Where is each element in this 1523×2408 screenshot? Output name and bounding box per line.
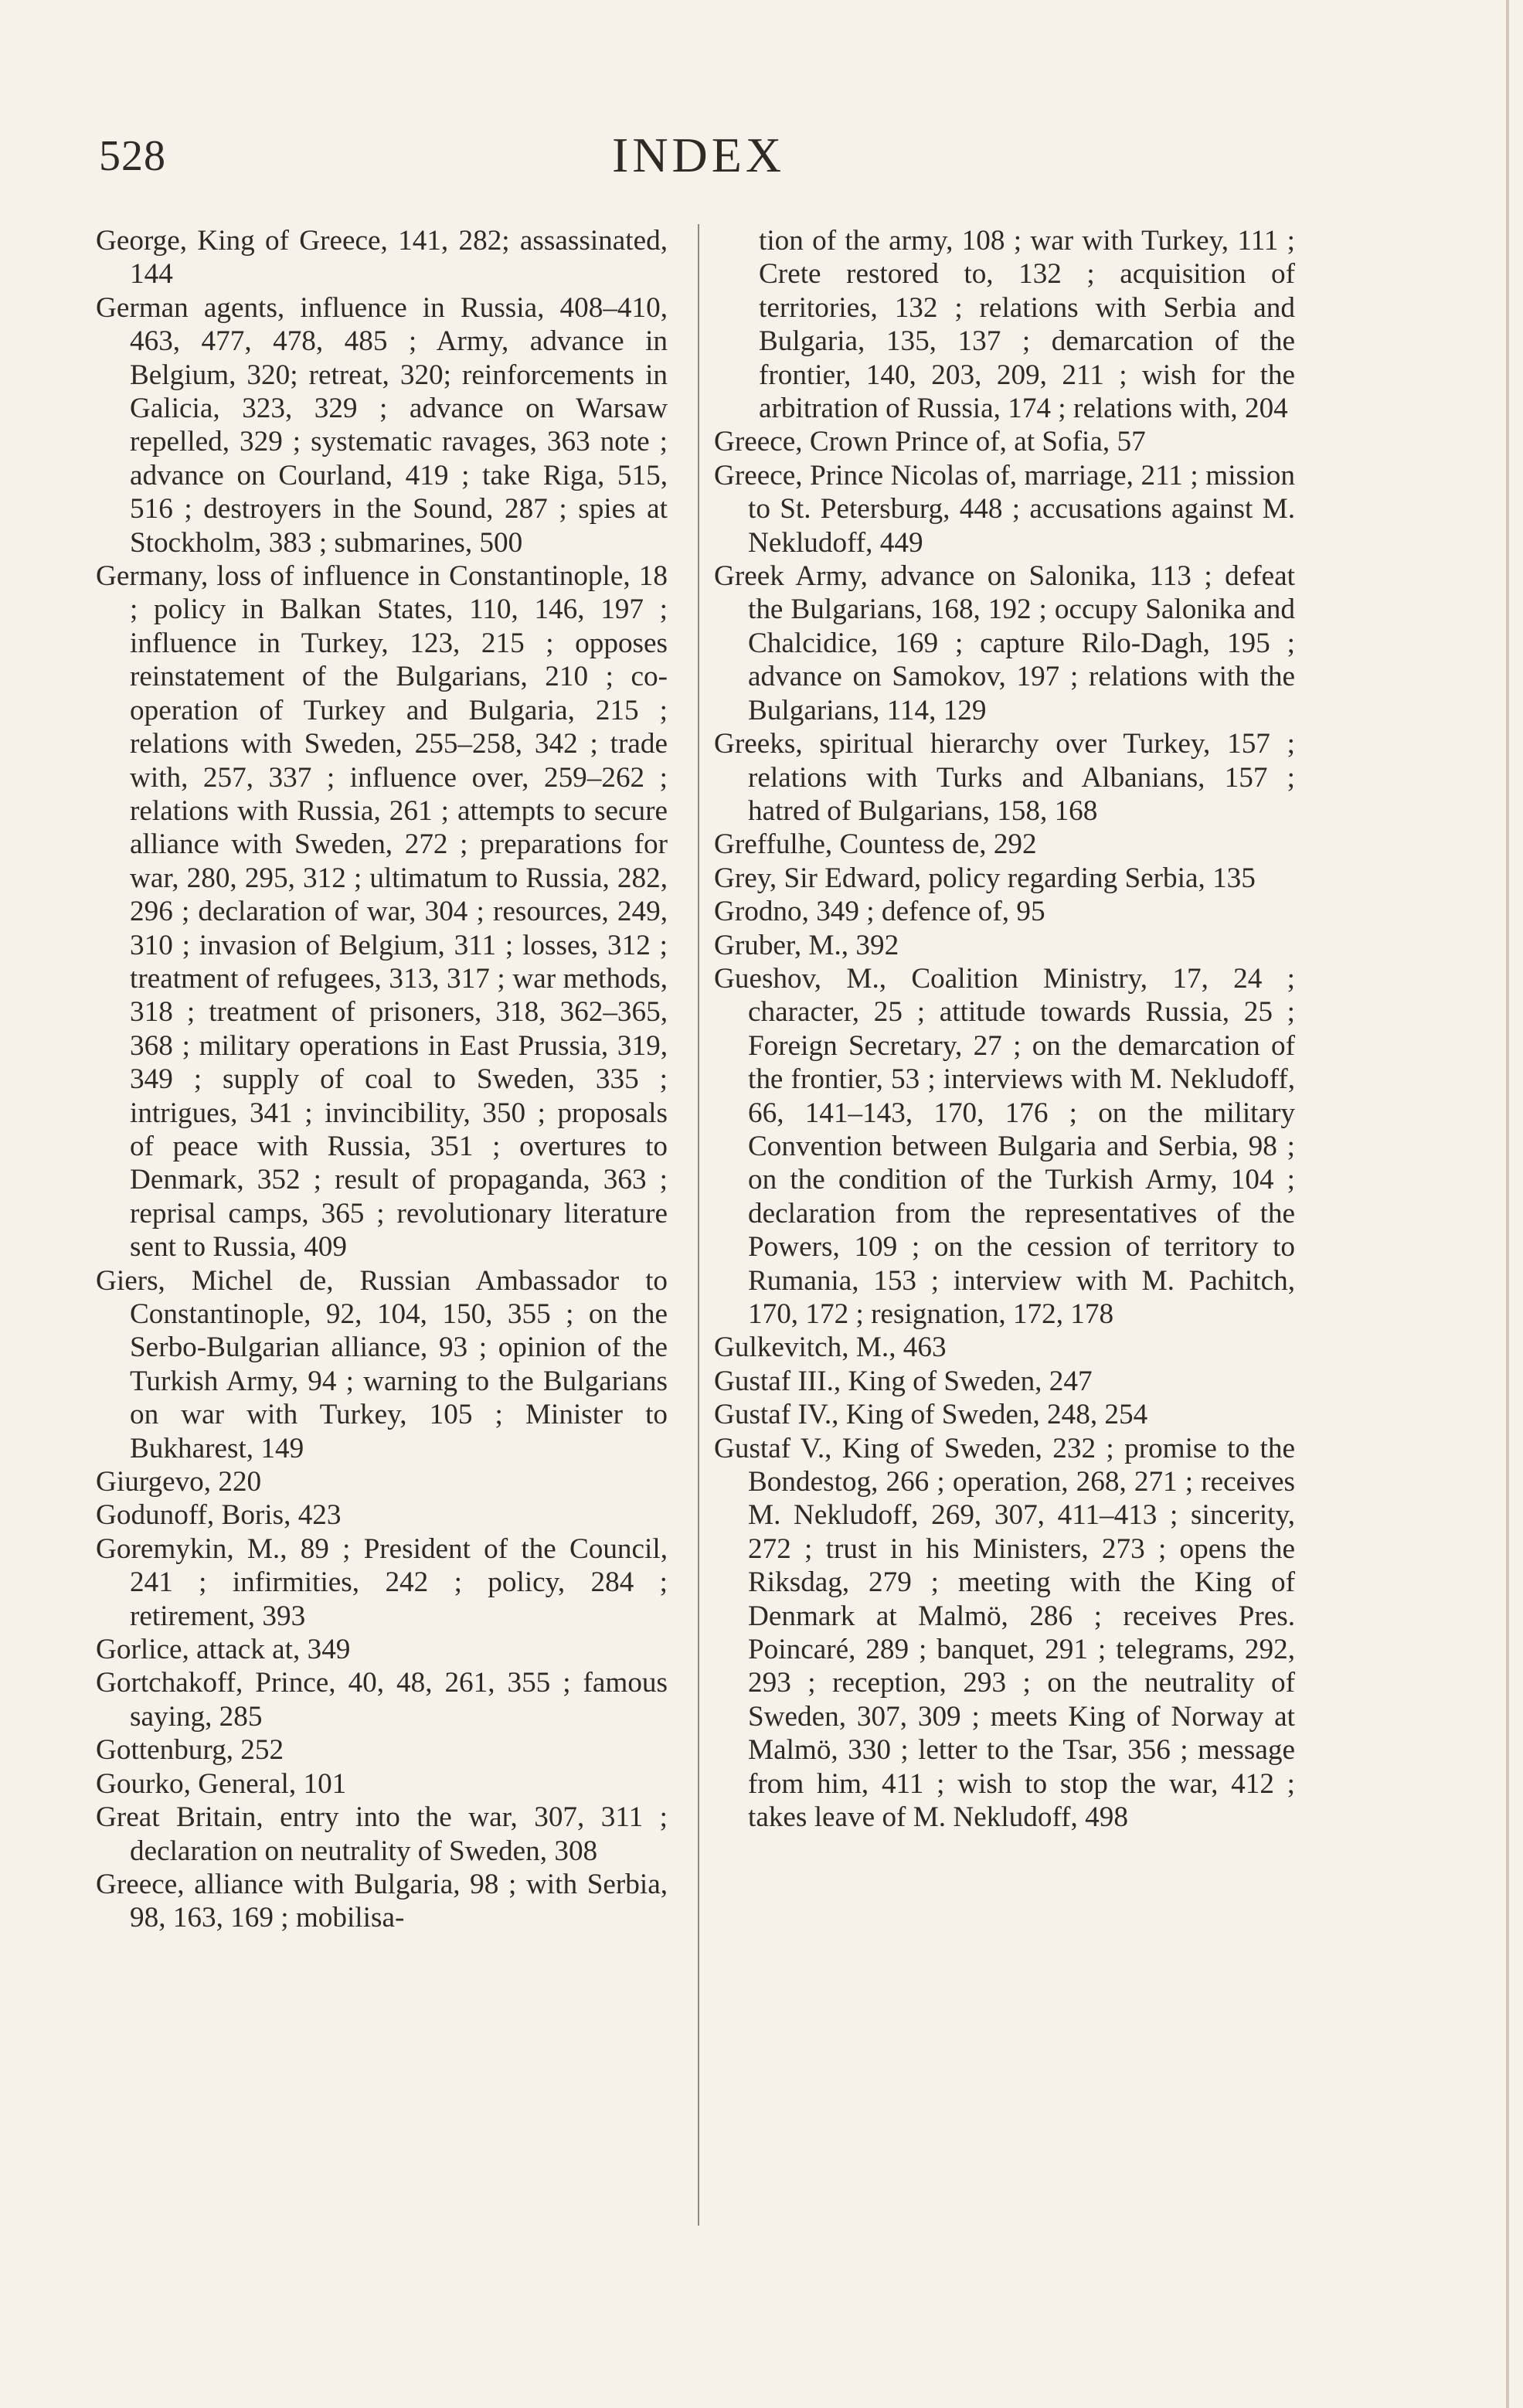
index-column-left <box>96 224 668 1935</box>
index-entry: Gortchakoff, Prince, 40, 48, 261, 355 ; famous saying, 285 <box>96 1667 668 1733</box>
index-entry: Godunoff, Boris, 423 <box>96 1499 342 1532</box>
index-entry: Gustaf IV., King of Sweden, 248, 254 <box>714 1399 1148 1431</box>
page-number: 528 <box>99 132 166 180</box>
index-entry: Greece, Crown Prince of, at Sofia, 57 <box>714 426 1146 458</box>
page-edge <box>1506 0 1509 2408</box>
index-entry: Gulkevitch, M., 463 <box>714 1332 947 1364</box>
index-entry: Giurgevo, 220 <box>96 1466 262 1498</box>
column-divider <box>698 224 699 2226</box>
index-entry: Greece, alliance with Bulgaria, 98 ; with Serbia, 98, 163, 169 ; mobilisa- <box>96 1868 668 1934</box>
running-head: INDEX <box>612 128 786 182</box>
index-entry: German agents, influence in Russia, 408–410, 463, 477, 478, 485 ; Army, advance in Belgium, 320; retreat, 320; reinforcements in Galicia, 323, 329 ; advance on Warsaw repelled, 329 ; systematic ravages, 363 note ; advance on Courland, 419 ; take Riga, 515, 516 ; destroyers in the Sound, 287 ; spies at Stockholm, 383 ; submarines, 500 <box>96 291 668 559</box>
page-header <box>99 127 794 189</box>
index-entry: Greek Army, advance on Salonika, 113 ; defeat the Bulgarians, 168, 192 ; occupy Salonika and Chalcidice, 169 ; capture Rilo-Dagh, 195 ; advance on Samokov, 197 ; relations with the Bulgarians, 114, 129 <box>714 560 1295 726</box>
index-entry: Gourko, General, 101 <box>96 1767 347 1800</box>
index-entry: Giers, Michel de, Russian Ambassador to Constantinople, 92, 104, 150, 355 ; on the Serbo-Bulgarian alliance, 93 ; opinion of the Turkish Army, 94 ; warning to the Bulgarians on war with Turkey, 105 ; Minister to Bukharest, 149 <box>96 1264 668 1464</box>
index-entry: Gottenburg, 252 <box>96 1734 284 1767</box>
index-entry: Greffulhe, Countess de, 292 <box>714 828 1037 861</box>
index-entry: Greece, Prince Nicolas of, marriage, 211 ; mission to St. Petersburg, 448 ; accusations against M. Nekludoff, 449 <box>714 459 1295 559</box>
index-entry: Grodno, 349 ; defence of, 95 <box>714 896 1045 928</box>
index-entry: Greeks, spiritual hierarchy over Turkey, 157 ; relations with Turks and Albanians, 157 ; hatred of Bulgarians, 158, 168 <box>714 728 1295 827</box>
index-entry: Gorlice, attack at, 349 <box>96 1634 351 1666</box>
index-entry: George, King of Greece, 141, 282; assassinated, 144 <box>96 225 668 291</box>
index-entry: Great Britain, entry into the war, 307, 311 ; declaration on neutrality of Sweden, 308 <box>96 1801 668 1867</box>
index-entry: Gustaf III., King of Sweden, 247 <box>714 1365 1093 1397</box>
index-entry: Gustaf V., King of Sweden, 232 ; promise to the Bondestog, 266 ; operation, 268, 271 ; receives M. Nekludoff, 269, 307, 411–413 ; sincerity, 272 ; trust in his Ministers, 273 ; opens the Riksdag, 279 ; meeting with the King of Denmark at Malmö, 286 ; receives Pres. Poincaré, 289 ; banquet, 291 ; telegrams, 292, 293 ; reception, 293 ; on the neutrality of Sweden, 307, 309 ; meets King of Norway at Malmö, 330 ; letter to the Tsar, 356 ; message from him, 411 ; wish to stop the war, 412 ; takes leave of M. Nekludoff, 498 <box>714 1432 1295 1834</box>
index-entry-continued: tion of the army, 108 ; war with Turkey, 111 ; Crete restored to, 132 ; acquisition of territories, 132 ; relations with Serbia and Bulgaria, 135, 137 ; demarcation of the frontier, 140, 203, 209, 211 ; wish for the arbitration of Russia, 174 ; relations with, 204 <box>759 225 1295 425</box>
index-entry: Gueshov, M., Coalition Ministry, 17, 24 ; character, 25 ; attitude towards Russia, 25 ; Foreign Secretary, 27 ; on the demarcation of the frontier, 53 ; interviews with M. Nekludoff, 66, 141–143, 170, 176 ; on the military Convention between Bulgaria and Serbia, 98 ; on the condition of the Turkish Army, 104 ; declaration from the representatives of the Powers, 109 ; on the cession of territory to Rumania, 153 ; interview with M. Pachitch, 170, 172 ; resignation, 172, 178 <box>714 962 1295 1330</box>
index-entry: Grey, Sir Edward, policy regarding Serbia, 135 <box>714 862 1256 894</box>
index-entry: Gruber, M., 392 <box>714 929 899 961</box>
index-column-right <box>714 224 1295 1835</box>
index-entry: Germany, loss of influence in Constantinople, 18 ; policy in Balkan States, 110, 146, 197 ; influence in Turkey, 123, 215 ; opposes reinstatement of the Bulgarians, 210 ; co-operation of Turkey and Bulgaria, 215 ; relations with Sweden, 255–258, 342 ; trade with, 257, 337 ; influence over, 259–262 ; relations with Russia, 261 ; attempts to secure alliance with Sweden, 272 ; preparations for war, 280, 295, 312 ; ultimatum to Russia, 282, 296 ; declaration of war, 304 ; resources, 249, 310 ; invasion of Belgium, 311 ; losses, 312 ; treatment of refugees, 313, 317 ; war methods, 318 ; treatment of prisoners, 318, 362–365, 368 ; military operations in East Prussia, 319, 349 ; supply of coal to Sweden, 335 ; intrigues, 341 ; invincibility, 350 ; proposals of peace with Russia, 351 ; overtures to Denmark, 352 ; result of propaganda, 363 ; reprisal camps, 365 ; revolutionary literature sent to Russia, 409 <box>96 560 668 1264</box>
index-entry: Goremykin, M., 89 ; President of the Council, 241 ; infirmities, 242 ; policy, 284 ; retirement, 393 <box>96 1532 668 1632</box>
